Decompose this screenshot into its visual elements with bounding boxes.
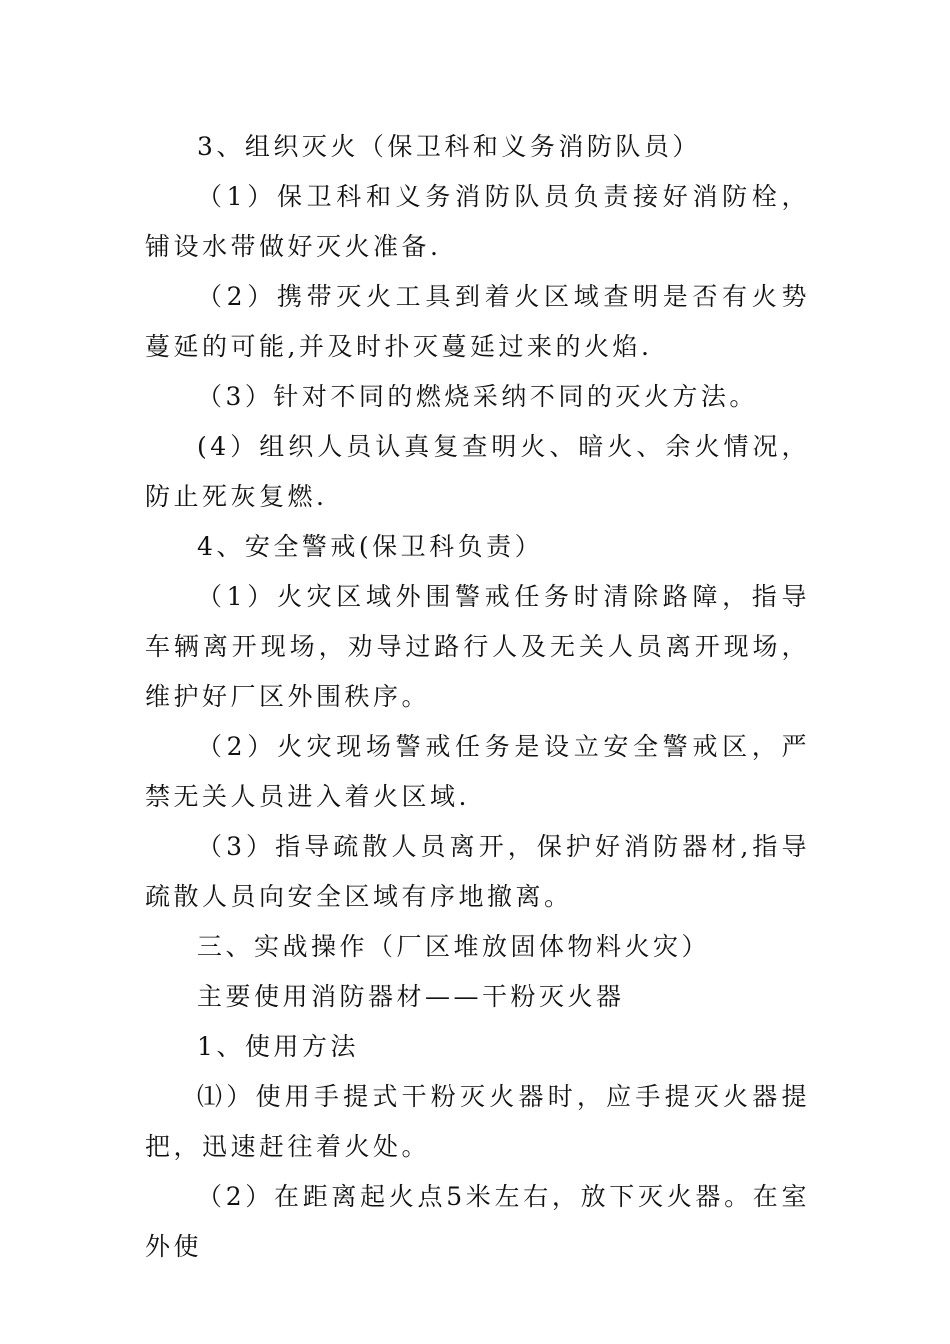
- paragraph: （3）针对不同的燃烧采纳不同的灭火方法。: [197, 382, 758, 411]
- section-heading-usage-method: 1、使用方法: [197, 1032, 359, 1061]
- document-body: [145, 122, 810, 1272]
- paragraph: 主要使用消防器材——干粉灭火器: [197, 982, 625, 1011]
- section-heading-security-cordon: 4、安全警戒(保卫科负责）: [197, 532, 544, 561]
- paragraph: （2）火灾现场警戒任务是设立安全警戒区，严禁无关人员进入着火区域.: [145, 732, 810, 811]
- paragraph: （1）火灾区域外围警戒任务时清除路障，指导车辆离开现场，劝导过路行人及无关人员离开现场，维护好厂区外围秩序。: [145, 582, 810, 711]
- section-heading-practical-operation: 三、实战操作（厂区堆放固体物料火灾）: [197, 932, 711, 961]
- paragraph: ⑴）使用手提式干粉灭火器时，应手提灭火器提把，迅速赶往着火处。: [145, 1082, 810, 1161]
- paragraph: (4）组织人员认真复查明火、暗火、余火情况，防止死灰复燃.: [145, 432, 810, 511]
- paragraph: （2）在距离起火点5米左右，放下灭火器。在室外使: [145, 1182, 810, 1261]
- paragraph: （2）携带灭火工具到着火区域查明是否有火势蔓延的可能,并及时扑灭蔓延过来的火焰.: [145, 282, 810, 361]
- paragraph: （1）保卫科和义务消防队员负责接好消防栓，铺设水带做好灭火准备.: [145, 182, 810, 261]
- paragraph: （3）指导疏散人员离开，保护好消防器材,指导疏散人员向安全区域有序地撤离。: [145, 832, 810, 911]
- section-heading-organize-firefighting: 3、组织灭火（保卫科和义务消防队员）: [197, 132, 701, 161]
